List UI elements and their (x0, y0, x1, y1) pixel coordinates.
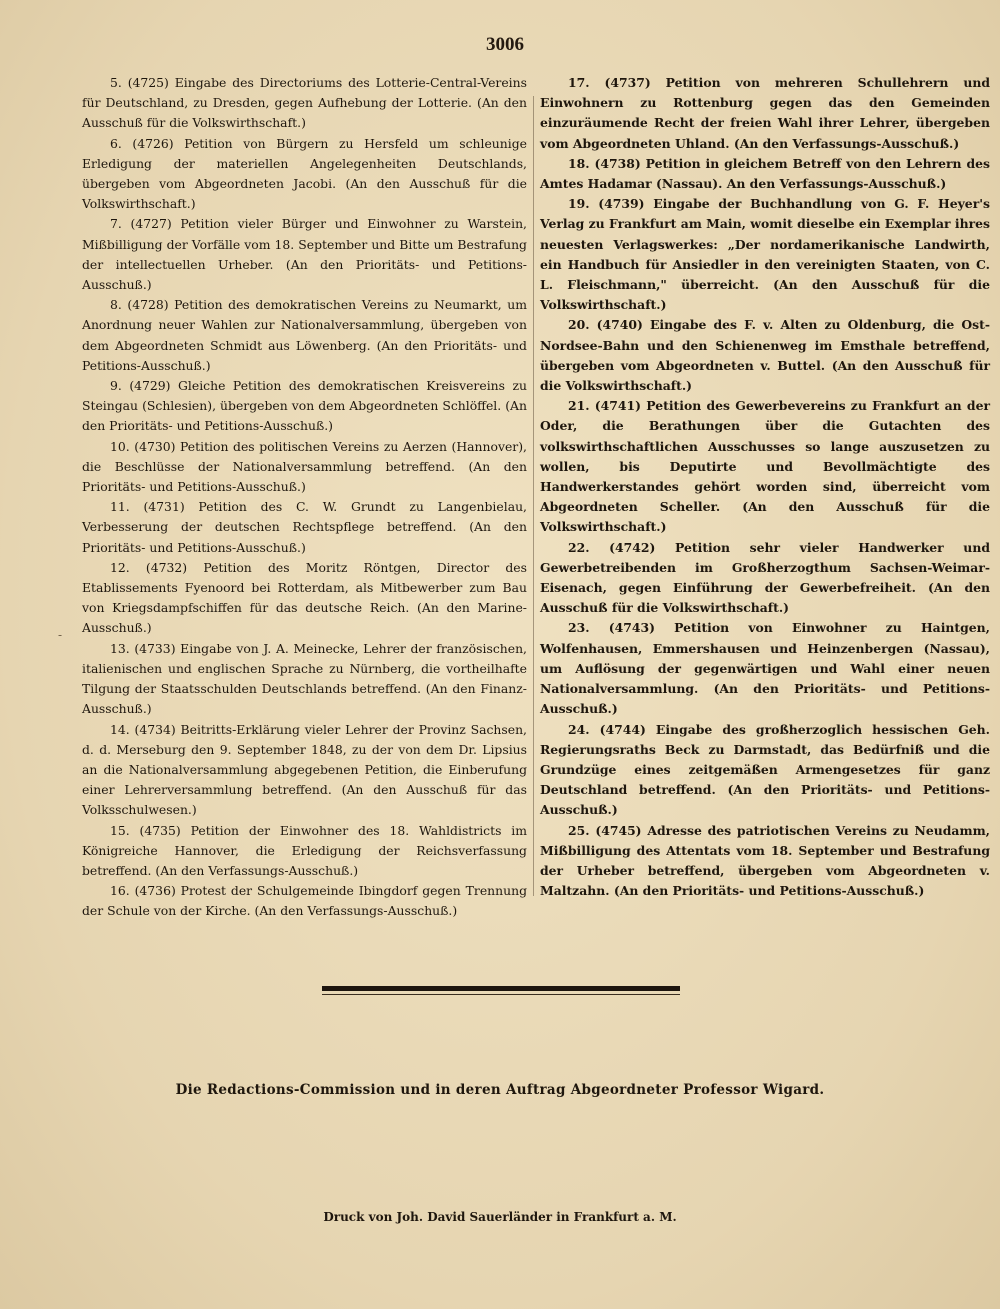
petition-entry-4741: 21. (4741) Petition des Gewerbevereins zu Frankfurt an der Oder, die Berathungen über die Gutachten des volkswirthschaftlichen Ausschusses so lange auszusetzen zu wollen, bis Deputirte und Bevollmächtigte des Handwerkerstandes gehört worden sind, überreicht vom Abgeordneten Scheller. (An den Ausschuß für die Volkswirthschaft.) (540, 398, 990, 535)
petition-entry-4744: 24. (4744) Eingabe des großherzoglich hessischen Geh. Regierungsraths Beck zu Darmstadt, das Bedürfniß und die Grundzüge eines zeitgemäßen Armengesetzes für ganz Deutschland betreffend. (An den Prioritäts- und Petitions-Ausschuß.) (540, 721, 990, 818)
petition-entry-4736: 16. (4736) Protest der Schulgemeinde Ibingdorf gegen Trennung der Schule von der Kirche. (An den Verfassungs-Ausschuß.) (82, 883, 527, 919)
column-rule (533, 96, 534, 896)
left-column (82, 73, 527, 922)
petition-entry-4731: 11. (4731) Petition des C. W. Grundt zu Langenbielau, Verbesserung der deutschen Rechtspflege betreffend. (An den Prioritäts- und Petitions-Ausschuß.) (82, 499, 527, 555)
section-divider-thick (322, 986, 680, 991)
petition-entry-4730: 10. (4730) Petition des politischen Vereins zu Aerzen (Hannover), die Beschlüsse der Nationalversammlung betreffend. (An den Prioritäts- und Petitions-Ausschuß.) (82, 438, 527, 495)
petition-entry-4729: 9. (4729) Gleiche Petition des demokratischen Kreisvereins zu Steingau (Schlesien), übergeben von dem Abgeordneten Schlöffel. (An den Prioritäts- und Petitions-Ausschuß.) (82, 378, 527, 434)
petition-entry-4738: 18. (4738) Petition in gleichem Betreff von den Lehrern des Amtes Hadamar (Nassau). An den Verfassungs-Ausschuß.) (540, 155, 990, 192)
page-number: 3006 (486, 34, 524, 55)
petition-entry-4734: 14. (4734) Beitritts-Erklärung vieler Lehrer der Provinz Sachsen, d. d. Merseburg den 9. September 1848, zu der von dem Dr. Lipsius an die Nationalversammlung abgegebenen Petition, die Einberufung einer Lehrerversammlung betreffend. (An den Ausschuß für das Volksschulwesen.) (82, 721, 527, 818)
petition-entry-4728: 8. (4728) Petition des demokratischen Vereins zu Neumarkt, um Anordnung neuer Wahlen zur Nationalversammlung, übergeben von dem Abgeordneten Schmidt aus Löwenberg. (An den Prioritäts- und Petitions-Ausschuß.) (82, 297, 527, 373)
petition-entry-4742: 22. (4742) Petition sehr vieler Handwerker und Gewerbetreibenden im Großherzogthum Sachsen-Weimar-Eisenach, gegen Einführung der Gewerbefreiheit. (An den Ausschuß für die Volkswirthschaft.) (540, 539, 990, 616)
margin-mark: - (58, 628, 63, 642)
printer-imprint: Druck von Joh. David Sauerländer in Frankfurt a. M. (323, 1210, 677, 1224)
petition-entry-4727: 7. (4727) Petition vieler Bürger und Einwohner zu Warstein, Mißbilligung der Vorfälle vom 18. September und Bitte um Bestrafung der intellectuellen Urheber. (An den Prioritäts- und Petitions-Ausschuß.) (82, 216, 527, 293)
petition-entry-4725: 5. (4725) Eingabe des Directoriums des Lotterie-Central-Vereins für Deutschland, zu Dresden, gegen Aufhebung der Lotterie. (An den Ausschuß für die Volkswirthschaft.) (82, 75, 527, 131)
petition-entry-4745: 25. (4745) Adresse des patriotischen Vereins zu Neudamm, Mißbilligung des Attentats vom 18. September und Bestrafung der Urheber betreffend, übergeben vom Abgeordneten v. Maltzahn. (An den Prioritäts- und Petitions-Ausschuß.) (540, 822, 990, 899)
right-column (540, 73, 990, 901)
petition-entry-4740: 20. (4740) Eingabe des F. v. Alten zu Oldenburg, die Ost-Nordsee-Bahn und den Schienenweg im Emsthale betreffend, übergeben vom Abgeordneten v. Buttel. (An den Ausschuß für die Volkswirthschaft.) (540, 317, 990, 394)
petition-entry-4732: 12. (4732) Petition des Moritz Röntgen, Director des Etablissements Fyenoord bei Rotterdam, als Mitbewerber zum Bau von Kriegsdampfschiffen für das deutsche Reich. (An den Marine-Ausschuß.) (82, 559, 527, 636)
petition-entry-4737: 17. (4737) Petition von mehreren Schullehrern und Einwohnern zu Rottenburg gegen das den Gemeinden einzuräumende Recht der freien Wahl ihrer Lehrer, übergeben vom Abgeordneten Uhland. (An den Verfassungs-Ausschuß.) (540, 75, 990, 151)
petition-entry-4743: 23. (4743) Petition von Einwohner zu Haintgen, Wolfenhausen, Emmershausen und Heinzenbergen (Nassau), um Auflösung der gegenwärtigen und Wahl einer neuen Nationalversammlung. (An den Prioritäts- und Petitions-Ausschuß.) (540, 620, 990, 717)
petition-entry-4726: 6. (4726) Petition von Bürgern zu Hersfeld um schleunige Erledigung der materiellen Angelegenheiten Deutschlands, übergeben vom Abgeordneten Jacobi. (An den Ausschuß für die Volkswirthschaft.) (82, 135, 527, 212)
section-divider-thin (322, 994, 680, 995)
petition-entry-4735: 15. (4735) Petition der Einwohner des 18. Wahldistricts im Königreiche Hannover, die Erledigung der Reichsverfassung betreffend. (An den Verfassungs-Ausschuß.) (82, 822, 527, 878)
petition-entry-4733: 13. (4733) Eingabe von J. A. Meinecke, Lehrer der französischen, italienischen und englischen Sprache zu Nürnberg, die vortheilhafte Tilgung der Staatsschulden Deutschlands betreffend. (An den Finanz-Ausschuß.) (82, 640, 527, 717)
petition-entry-4739: 19. (4739) Eingabe der Buchhandlung von G. F. Heyer's Verlag zu Frankfurt am Main, womit dieselbe ein Exemplar ihres neuesten Verlagswerkes: „Der nordamerikanische Landwirth, ein Handbuch für Ansiedler in den vereinigten Staaten, von C. L. Fleischmann," überreicht. (An den Ausschuß für die Volkswirthschaft.) (540, 196, 990, 313)
signature-line: Die Redactions-Commission und in deren Auftrag Abgeordneter Professor Wigard. (175, 1082, 825, 1098)
